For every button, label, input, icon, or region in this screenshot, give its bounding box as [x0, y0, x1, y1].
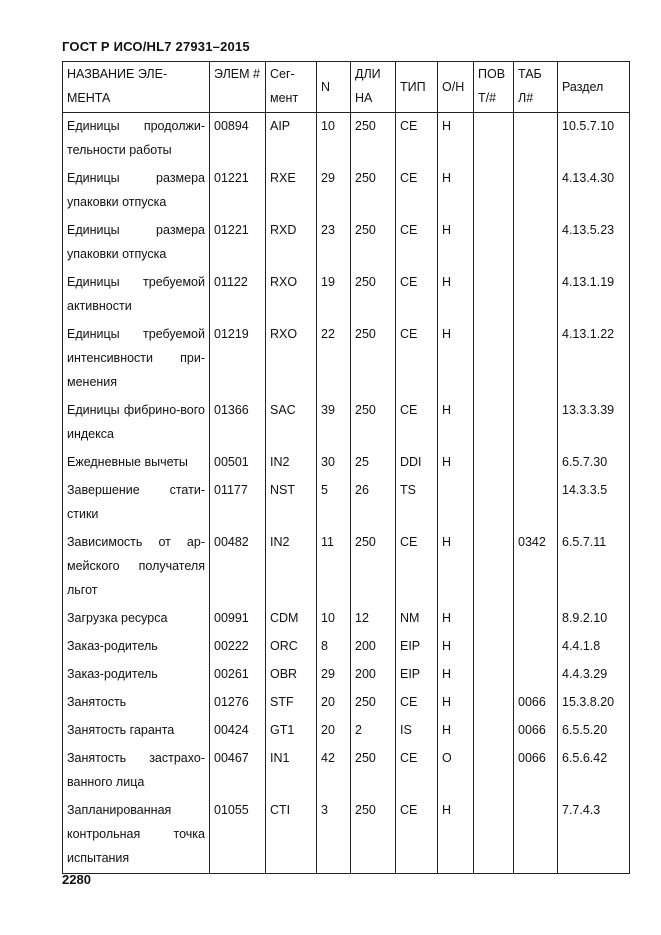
cell-seg: RXO	[266, 321, 317, 397]
column-header: Сег-мент	[266, 62, 317, 113]
cell-n: 22	[317, 321, 351, 397]
cell-elem: 01276	[210, 689, 266, 717]
cell-type: CE	[396, 745, 438, 797]
table-row	[63, 165, 630, 217]
cell-table	[514, 449, 558, 477]
page-number: 2280	[62, 872, 91, 887]
table-row	[63, 477, 630, 529]
cell-rep	[474, 797, 514, 874]
data-table	[62, 61, 630, 874]
cell-section: 6.5.5.20	[558, 717, 630, 745]
cell-seg: RXO	[266, 269, 317, 321]
cell-len: 250	[351, 113, 396, 166]
cell-seg: RXE	[266, 165, 317, 217]
cell-on: Н	[438, 689, 474, 717]
cell-name: Единицы требуемой интенсивности при-менения	[63, 321, 210, 397]
cell-on: Н	[438, 605, 474, 633]
cell-len: 250	[351, 397, 396, 449]
cell-on: Н	[438, 529, 474, 605]
cell-section: 4.13.1.19	[558, 269, 630, 321]
cell-name: Заказ-родитель	[63, 661, 210, 689]
cell-name: Единицы требуемой активности	[63, 269, 210, 321]
table-row	[63, 745, 630, 797]
cell-on: Н	[438, 717, 474, 745]
cell-table: 0066	[514, 717, 558, 745]
cell-elem: 01177	[210, 477, 266, 529]
cell-len: 250	[351, 165, 396, 217]
cell-type: CE	[396, 113, 438, 166]
cell-name: Занятость застрахо-ванного лица	[63, 745, 210, 797]
table-row	[63, 661, 630, 689]
column-header: N	[317, 62, 351, 113]
cell-rep	[474, 113, 514, 166]
cell-section: 4.4.3.29	[558, 661, 630, 689]
cell-n: 8	[317, 633, 351, 661]
cell-n: 3	[317, 797, 351, 874]
cell-on: Н	[438, 633, 474, 661]
cell-type: EIP	[396, 661, 438, 689]
cell-len: 250	[351, 745, 396, 797]
table-row	[63, 449, 630, 477]
cell-seg: OBR	[266, 661, 317, 689]
cell-table	[514, 269, 558, 321]
cell-table	[514, 321, 558, 397]
cell-len: 250	[351, 529, 396, 605]
cell-elem: 01221	[210, 217, 266, 269]
cell-type: CE	[396, 529, 438, 605]
cell-elem: 00482	[210, 529, 266, 605]
cell-on: Н	[438, 113, 474, 166]
cell-type: TS	[396, 477, 438, 529]
cell-elem: 01366	[210, 397, 266, 449]
cell-rep	[474, 477, 514, 529]
cell-seg: IN1	[266, 745, 317, 797]
table-row	[63, 217, 630, 269]
cell-rep	[474, 745, 514, 797]
cell-rep	[474, 633, 514, 661]
cell-elem: 01221	[210, 165, 266, 217]
cell-on: Н	[438, 449, 474, 477]
cell-type: CE	[396, 269, 438, 321]
table-row	[63, 605, 630, 633]
cell-elem: 00222	[210, 633, 266, 661]
cell-rep	[474, 689, 514, 717]
cell-seg: NST	[266, 477, 317, 529]
cell-type: EIP	[396, 633, 438, 661]
cell-on: Н	[438, 321, 474, 397]
cell-on: О	[438, 745, 474, 797]
cell-elem: 01122	[210, 269, 266, 321]
cell-rep	[474, 397, 514, 449]
column-header: ТАБ Л#	[514, 62, 558, 113]
cell-on: Н	[438, 661, 474, 689]
cell-rep	[474, 529, 514, 605]
cell-elem: 01055	[210, 797, 266, 874]
cell-type: CE	[396, 397, 438, 449]
cell-type: CE	[396, 217, 438, 269]
cell-type: CE	[396, 797, 438, 874]
column-header: ЭЛЕМ #	[210, 62, 266, 113]
cell-seg: SAC	[266, 397, 317, 449]
table-row	[63, 113, 630, 166]
cell-len: 200	[351, 633, 396, 661]
column-header: Раздел	[558, 62, 630, 113]
cell-section: 13.3.3.39	[558, 397, 630, 449]
cell-elem: 00894	[210, 113, 266, 166]
cell-elem: 00467	[210, 745, 266, 797]
cell-section: 4.4.1.8	[558, 633, 630, 661]
cell-table	[514, 633, 558, 661]
cell-name: Зависимость от ар-мейского получателя льгот	[63, 529, 210, 605]
cell-section: 4.13.5.23	[558, 217, 630, 269]
table-row	[63, 717, 630, 745]
cell-type: DDI	[396, 449, 438, 477]
cell-n: 29	[317, 661, 351, 689]
cell-name: Единицы фибрино-вого индекса	[63, 397, 210, 449]
cell-on: Н	[438, 797, 474, 874]
cell-rep	[474, 661, 514, 689]
cell-table: 0066	[514, 689, 558, 717]
cell-elem: 00424	[210, 717, 266, 745]
table-row	[63, 397, 630, 449]
cell-len: 200	[351, 661, 396, 689]
cell-section: 6.5.7.30	[558, 449, 630, 477]
column-header: ПОВ Т/#	[474, 62, 514, 113]
cell-table	[514, 797, 558, 874]
table-header-row	[63, 62, 630, 113]
table-row	[63, 321, 630, 397]
cell-rep	[474, 217, 514, 269]
cell-seg: RXD	[266, 217, 317, 269]
cell-n: 42	[317, 745, 351, 797]
cell-section: 4.13.4.30	[558, 165, 630, 217]
cell-rep	[474, 449, 514, 477]
cell-section: 15.3.8.20	[558, 689, 630, 717]
cell-section: 14.3.3.5	[558, 477, 630, 529]
column-header: НАЗВАНИЕ ЭЛЕ-МЕНТА	[63, 62, 210, 113]
cell-len: 250	[351, 217, 396, 269]
cell-name: Единицы размера упаковки отпуска	[63, 217, 210, 269]
cell-rep	[474, 269, 514, 321]
cell-elem: 00991	[210, 605, 266, 633]
cell-len: 250	[351, 269, 396, 321]
cell-len: 250	[351, 797, 396, 874]
cell-n: 30	[317, 449, 351, 477]
cell-type: NM	[396, 605, 438, 633]
cell-table	[514, 217, 558, 269]
cell-n: 39	[317, 397, 351, 449]
cell-type: CE	[396, 165, 438, 217]
cell-rep	[474, 605, 514, 633]
cell-name: Единицы продолжи-тельности работы	[63, 113, 210, 166]
cell-seg: GT1	[266, 717, 317, 745]
cell-n: 11	[317, 529, 351, 605]
cell-rep	[474, 321, 514, 397]
cell-len: 250	[351, 689, 396, 717]
cell-name: Загрузка ресурса	[63, 605, 210, 633]
cell-len: 26	[351, 477, 396, 529]
cell-table	[514, 165, 558, 217]
cell-name: Запланированная контрольная точка испытания	[63, 797, 210, 874]
cell-on: Н	[438, 269, 474, 321]
column-header: ДЛИ НА	[351, 62, 396, 113]
cell-table	[514, 397, 558, 449]
cell-len: 25	[351, 449, 396, 477]
cell-section: 6.5.7.11	[558, 529, 630, 605]
cell-seg: IN2	[266, 449, 317, 477]
cell-elem: 01219	[210, 321, 266, 397]
cell-section: 8.9.2.10	[558, 605, 630, 633]
cell-type: CE	[396, 321, 438, 397]
cell-n: 19	[317, 269, 351, 321]
cell-len: 12	[351, 605, 396, 633]
cell-seg: IN2	[266, 529, 317, 605]
cell-type: CE	[396, 689, 438, 717]
cell-n: 10	[317, 605, 351, 633]
cell-section: 4.13.1.22	[558, 321, 630, 397]
cell-section: 7.7.4.3	[558, 797, 630, 874]
cell-section: 10.5.7.10	[558, 113, 630, 166]
cell-n: 10	[317, 113, 351, 166]
cell-table	[514, 113, 558, 166]
cell-n: 20	[317, 689, 351, 717]
cell-on: Н	[438, 397, 474, 449]
cell-table: 0342	[514, 529, 558, 605]
cell-on: Н	[438, 165, 474, 217]
cell-table	[514, 661, 558, 689]
cell-rep	[474, 717, 514, 745]
cell-name: Занятость	[63, 689, 210, 717]
cell-rep	[474, 165, 514, 217]
cell-name: Ежедневные вычеты	[63, 449, 210, 477]
cell-elem: 00501	[210, 449, 266, 477]
cell-n: 20	[317, 717, 351, 745]
cell-on	[438, 477, 474, 529]
cell-n: 23	[317, 217, 351, 269]
cell-table	[514, 477, 558, 529]
cell-seg: ORC	[266, 633, 317, 661]
cell-on: Н	[438, 217, 474, 269]
cell-name: Завершение стати-стики	[63, 477, 210, 529]
cell-table	[514, 605, 558, 633]
cell-seg: CDM	[266, 605, 317, 633]
cell-seg: CTI	[266, 797, 317, 874]
column-header: ТИП	[396, 62, 438, 113]
cell-name: Единицы размера упаковки отпуска	[63, 165, 210, 217]
cell-name: Заказ-родитель	[63, 633, 210, 661]
table-row	[63, 689, 630, 717]
cell-seg: AIP	[266, 113, 317, 166]
cell-table: 0066	[514, 745, 558, 797]
cell-seg: STF	[266, 689, 317, 717]
cell-elem: 00261	[210, 661, 266, 689]
cell-n: 5	[317, 477, 351, 529]
cell-n: 29	[317, 165, 351, 217]
cell-len: 250	[351, 321, 396, 397]
table-row	[63, 529, 630, 605]
table-row	[63, 797, 630, 874]
cell-type: IS	[396, 717, 438, 745]
page-header: ГОСТ Р ИСО/HL7 27931–2015	[62, 39, 250, 54]
cell-len: 2	[351, 717, 396, 745]
table-row	[63, 633, 630, 661]
table-row	[63, 269, 630, 321]
column-header: О/Н	[438, 62, 474, 113]
cell-name: Занятость гаранта	[63, 717, 210, 745]
cell-section: 6.5.6.42	[558, 745, 630, 797]
